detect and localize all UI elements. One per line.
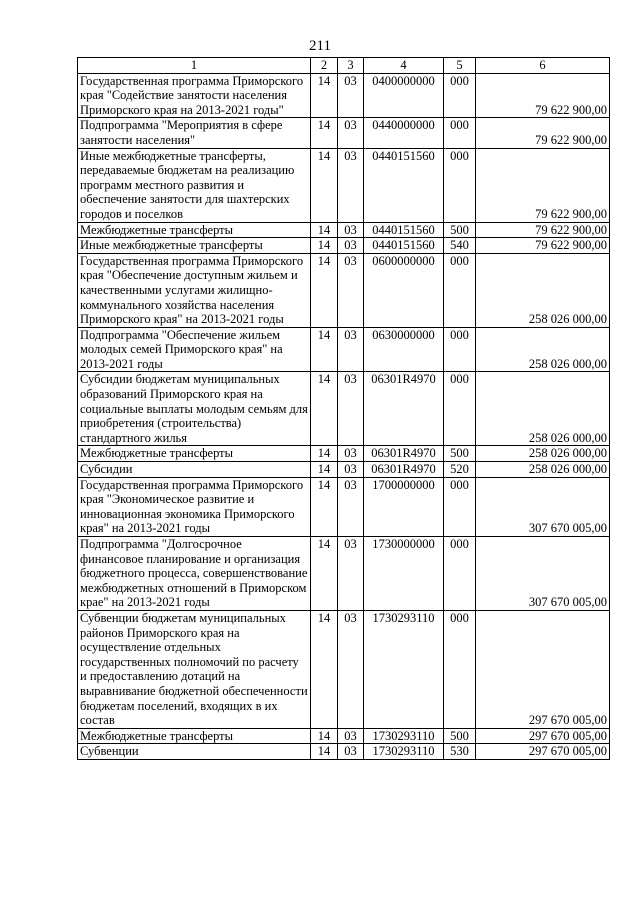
table-row (78, 118, 610, 148)
row-subsection-cell: 03 (338, 222, 364, 238)
row-subsection-cell: 03 (338, 728, 364, 744)
row-name-cell: Субсидии бюджетам муниципальных образований Приморского края на социальные выплаты молодым семьям для приобретения (строительства) стандартного жилья (78, 372, 311, 446)
row-name-cell: Подпрограмма "Обеспечение жильем молодых семей Приморского края" на 2013-2021 годы (78, 327, 311, 372)
table-row (78, 327, 610, 372)
row-target-cell: 06301R4970 (364, 462, 444, 478)
row-section-cell: 14 (311, 253, 338, 327)
row-amount-cell: 258 026 000,00 (476, 446, 610, 462)
row-target-cell: 0440151560 (364, 222, 444, 238)
row-section-cell: 14 (311, 73, 338, 118)
table-row (78, 462, 610, 478)
row-expense-type-cell: 000 (444, 253, 476, 327)
row-section-cell: 14 (311, 238, 338, 254)
row-amount-cell: 307 670 005,00 (476, 477, 610, 536)
row-name-cell: Государственная программа Приморского края "Экономическое развитие и инновационная экономика Приморского края" на 2013-2021 годы (78, 477, 311, 536)
row-name-cell: Подпрограмма "Долгосрочное финансовое планирование и организация бюджетного процесса, совершенствование межбюджетных отношений в Приморском крае" на 2013-2021 годы (78, 537, 311, 611)
row-subsection-cell: 03 (338, 462, 364, 478)
row-name-cell: Государственная программа Приморского края "Обеспечение доступным жильем и качественными услугами жилищно-коммунального хозяйства населения Приморского края" на 2013-2021 годы (78, 253, 311, 327)
row-name-cell: Субсидии (78, 462, 311, 478)
column-header: 5 (444, 58, 476, 74)
table-row (78, 744, 610, 760)
row-subsection-cell: 03 (338, 446, 364, 462)
row-section-cell: 14 (311, 537, 338, 611)
row-section-cell: 14 (311, 462, 338, 478)
row-name-cell: Межбюджетные трансферты (78, 222, 311, 238)
table-row (78, 222, 610, 238)
row-amount-cell: 258 026 000,00 (476, 462, 610, 478)
row-subsection-cell: 03 (338, 327, 364, 372)
row-amount-cell: 79 622 900,00 (476, 222, 610, 238)
table-row (78, 728, 610, 744)
row-name-cell: Межбюджетные трансферты (78, 728, 311, 744)
row-subsection-cell: 03 (338, 477, 364, 536)
row-target-cell: 06301R4970 (364, 372, 444, 446)
table-row (78, 446, 610, 462)
row-expense-type-cell: 000 (444, 537, 476, 611)
row-expense-type-cell: 500 (444, 446, 476, 462)
row-name-cell: Подпрограмма "Мероприятия в сфере занятости населения" (78, 118, 311, 148)
column-header: 1 (78, 58, 311, 74)
table-row (78, 610, 610, 728)
row-expense-type-cell: 000 (444, 148, 476, 222)
row-section-cell: 14 (311, 610, 338, 728)
table-row (78, 73, 610, 118)
row-expense-type-cell: 520 (444, 462, 476, 478)
row-section-cell: 14 (311, 118, 338, 148)
row-target-cell: 0400000000 (364, 73, 444, 118)
row-target-cell: 1730000000 (364, 537, 444, 611)
row-section-cell: 14 (311, 744, 338, 760)
row-expense-type-cell: 000 (444, 327, 476, 372)
row-amount-cell: 307 670 005,00 (476, 537, 610, 611)
table-row (78, 238, 610, 254)
table-row (78, 148, 610, 222)
row-expense-type-cell: 000 (444, 610, 476, 728)
row-subsection-cell: 03 (338, 238, 364, 254)
column-header: 2 (311, 58, 338, 74)
row-expense-type-cell: 500 (444, 222, 476, 238)
row-target-cell: 1730293110 (364, 610, 444, 728)
row-section-cell: 14 (311, 327, 338, 372)
column-header: 3 (338, 58, 364, 74)
row-amount-cell: 79 622 900,00 (476, 118, 610, 148)
table-row (78, 537, 610, 611)
table-row (78, 253, 610, 327)
table-row (78, 477, 610, 536)
row-amount-cell: 258 026 000,00 (476, 372, 610, 446)
row-expense-type-cell: 530 (444, 744, 476, 760)
row-subsection-cell: 03 (338, 73, 364, 118)
row-name-cell: Межбюджетные трансферты (78, 446, 311, 462)
row-amount-cell: 79 622 900,00 (476, 73, 610, 118)
row-target-cell: 1730293110 (364, 744, 444, 760)
row-section-cell: 14 (311, 728, 338, 744)
row-expense-type-cell: 000 (444, 372, 476, 446)
row-amount-cell: 297 670 005,00 (476, 610, 610, 728)
row-subsection-cell: 03 (338, 118, 364, 148)
row-amount-cell: 258 026 000,00 (476, 253, 610, 327)
budget-table (77, 57, 610, 760)
row-name-cell: Иные межбюджетные трансферты (78, 238, 311, 254)
row-amount-cell: 79 622 900,00 (476, 148, 610, 222)
row-expense-type-cell: 000 (444, 118, 476, 148)
column-header: 4 (364, 58, 444, 74)
row-subsection-cell: 03 (338, 537, 364, 611)
row-target-cell: 1730293110 (364, 728, 444, 744)
row-subsection-cell: 03 (338, 372, 364, 446)
row-subsection-cell: 03 (338, 253, 364, 327)
row-section-cell: 14 (311, 477, 338, 536)
page-number: 211 (309, 38, 331, 54)
table-header-row (78, 58, 610, 74)
row-expense-type-cell: 000 (444, 477, 476, 536)
row-target-cell: 0600000000 (364, 253, 444, 327)
row-subsection-cell: 03 (338, 610, 364, 728)
row-name-cell: Иные межбюджетные трансферты, передаваемые бюджетам на реализацию программ местного развития и обеспечение занятости для шахтерских городов и поселков (78, 148, 311, 222)
row-target-cell: 0440151560 (364, 148, 444, 222)
row-amount-cell: 79 622 900,00 (476, 238, 610, 254)
row-name-cell: Субвенции (78, 744, 311, 760)
row-name-cell: Субвенции бюджетам муниципальных районов Приморского края на осуществление отдельных государственных полномочий по расчету и предоставлению дотаций на выравнивание бюджетной обеспеченности бюджетам поселений, входящих в их состав (78, 610, 311, 728)
row-target-cell: 0440151560 (364, 238, 444, 254)
row-target-cell: 06301R4970 (364, 446, 444, 462)
table-row (78, 372, 610, 446)
row-expense-type-cell: 500 (444, 728, 476, 744)
row-section-cell: 14 (311, 446, 338, 462)
row-section-cell: 14 (311, 148, 338, 222)
row-expense-type-cell: 000 (444, 73, 476, 118)
row-amount-cell: 258 026 000,00 (476, 327, 610, 372)
row-amount-cell: 297 670 005,00 (476, 744, 610, 760)
row-target-cell: 0630000000 (364, 327, 444, 372)
row-name-cell: Государственная программа Приморского края "Содействие занятости населения Приморского края на 2013-2021 годы" (78, 73, 311, 118)
row-section-cell: 14 (311, 372, 338, 446)
row-subsection-cell: 03 (338, 148, 364, 222)
row-target-cell: 0440000000 (364, 118, 444, 148)
row-expense-type-cell: 540 (444, 238, 476, 254)
row-section-cell: 14 (311, 222, 338, 238)
row-target-cell: 1700000000 (364, 477, 444, 536)
column-header: 6 (476, 58, 610, 74)
row-amount-cell: 297 670 005,00 (476, 728, 610, 744)
row-subsection-cell: 03 (338, 744, 364, 760)
